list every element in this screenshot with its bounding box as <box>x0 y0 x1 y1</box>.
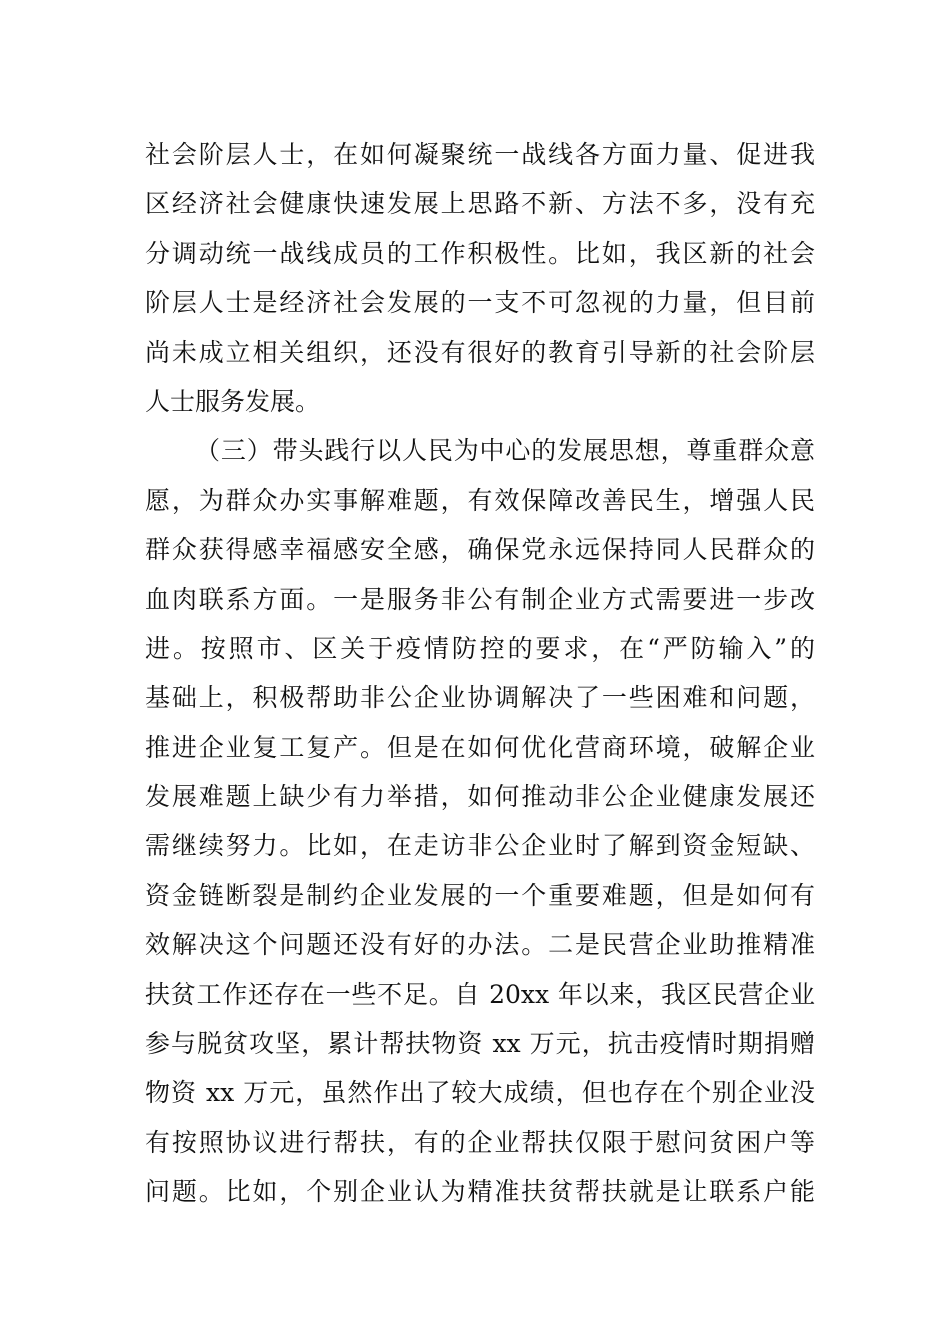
text-line: 阶层人士是经济社会发展的一支不可忽视的力量，但目前 <box>145 288 815 318</box>
text-line: 尚未成立相关组织，还没有很好的教育引导新的社会阶层 <box>145 337 815 367</box>
text-line: 血肉联系方面。一是服务非公有制企业方式需要进一步改 <box>145 584 815 614</box>
text-line: 物资 xx 万元，虽然作出了较大成绩，但也存在个别企业没 <box>145 1078 815 1108</box>
text-line: 扶贫工作还存在一些不足。自 20xx 年以来，我区民营企业 <box>145 979 815 1009</box>
text-line: 社会阶层人士，在如何凝聚统一战线各方面力量、促进我 <box>145 140 815 169</box>
text-line: 推进企业复工复产。但是在如何优化营商环境，破解企业 <box>145 732 815 762</box>
text-line: 人士服务发展。 <box>145 386 321 416</box>
text-line: 资金链断裂是制约企业发展的一个重要难题，但是如何有 <box>145 880 815 910</box>
body-text <box>145 130 815 1217</box>
text-line: 愿，为群众办实事解难题，有效保障改善民生，增强人民 <box>145 485 815 515</box>
text-line: 区经济社会健康快速发展上思路不新、方法不多，没有充 <box>145 189 815 219</box>
text-line: （三）带头践行以人民为中心的发展思想，尊重群众意 <box>195 436 815 466</box>
text-line: 需继续努力。比如，在走访非公企业时了解到资金短缺、 <box>145 831 815 861</box>
text-line: 进。按照市、区关于疫情防控的要求，在“严防输入”的 <box>145 633 815 663</box>
text-line: 效解决这个问题还没有好的办法。二是民营企业助推精准 <box>145 930 815 960</box>
text-line: 分调动统一战线成员的工作积极性。比如，我区新的社会 <box>145 238 815 268</box>
text-line: 基础上，积极帮助非公企业协调解决了一些困难和问题， <box>145 683 815 713</box>
text-line: 群众获得感幸福感安全感，确保党永远保持同人民群众的 <box>145 535 815 565</box>
text-line: 有按照协议进行帮扶，有的企业帮扶仅限于慰问贫困户等 <box>145 1127 815 1157</box>
text-line: 问题。比如，个别企业认为精准扶贫帮扶就是让联系户能 <box>145 1177 815 1207</box>
text-line: 参与脱贫攻坚，累计帮扶物资 xx 万元，抗击疫情时期捐赠 <box>145 1029 815 1059</box>
text-line: 发展难题上缺少有力举措，如何推动非公企业健康发展还 <box>145 782 815 812</box>
